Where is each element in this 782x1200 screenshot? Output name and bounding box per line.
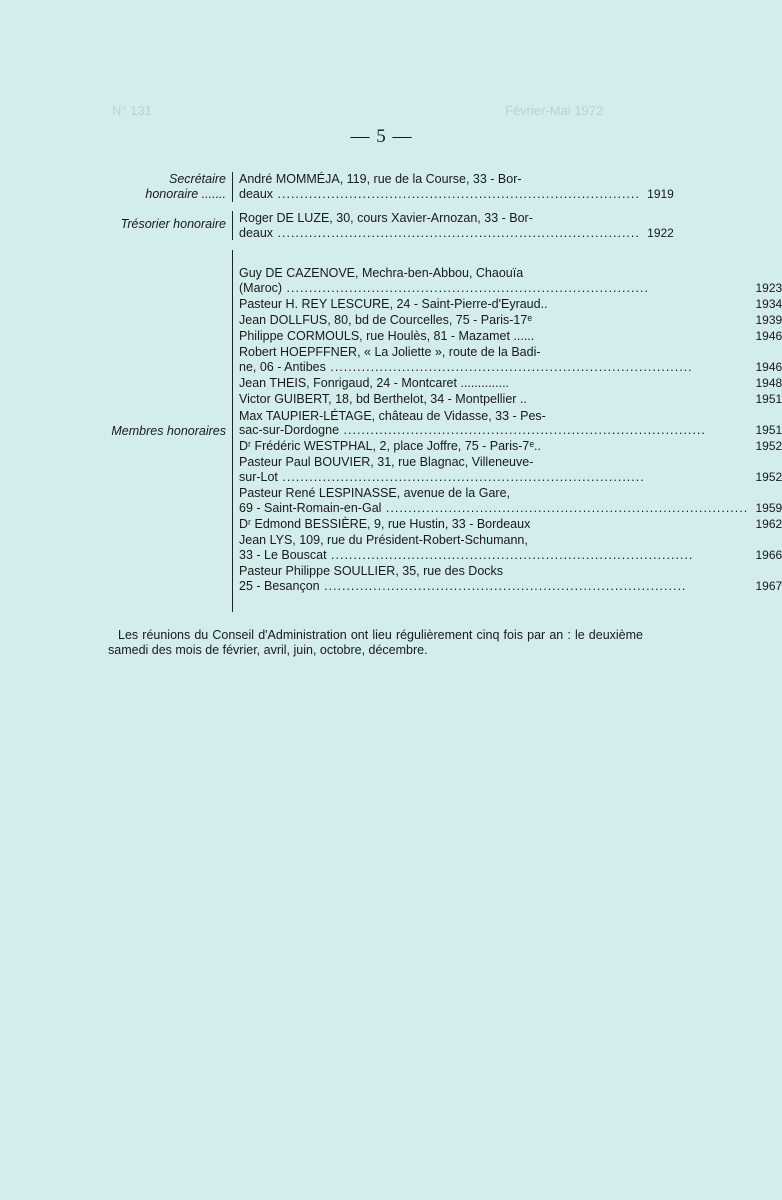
entry-text-last: (Maroc) .....: [239, 281, 748, 296]
member-entry: [239, 439, 782, 454]
member-entry: [239, 266, 782, 295]
entry-text-last: 69 - Saint-Romain-en-Gal .....: [239, 501, 748, 516]
entry-text-last: 33 - Le Bouscat .....: [239, 548, 748, 563]
entry-text-last: sac-sur-Dordogne .....: [239, 423, 748, 438]
member-entry: [239, 517, 782, 532]
entry-year: 1946: [755, 329, 782, 344]
entry-text-last: Dʳ Frédéric WESTPHAL, 2, place Joffre, 75 - Paris-7ᵉ..: [239, 439, 541, 454]
show-through-text: Février-Mai 1972: [505, 103, 604, 118]
member-entry: [239, 486, 782, 515]
entry-year: 1951: [755, 423, 782, 438]
role-label: Membres honoraires: [111, 423, 226, 438]
member-entry: [239, 533, 782, 562]
entry-year: 1962: [755, 517, 782, 532]
entry-text-last: Victor GUIBERT, 18, bd Berthelot, 34 - Montpellier ..: [239, 392, 527, 407]
entry-text-last: Philippe CORMOULS, rue Houlès, 81 - Mazamet ......: [239, 329, 535, 344]
member-entry: [239, 392, 782, 407]
entry-text: Robert HOEPFFNER, « La Joliette », route de la Badi-: [239, 345, 541, 360]
entry-text: Roger DE LUZE, 30, cours Xavier-Arnozan, 33 - Bor-: [239, 211, 533, 225]
entry-year: 1967: [755, 578, 782, 593]
role-label: Trésorier honoraire: [120, 217, 226, 231]
entry-text-last: Jean THEIS, Fonrigaud, 24 - Montcaret ..............: [239, 376, 510, 391]
entry-year: 1952: [755, 470, 782, 485]
entry-year: 1946: [755, 359, 782, 374]
entry-year: 1934: [755, 296, 782, 311]
meeting-note: Les réunions du Conseil d'Administration ont lieu régulièrement cinq fois par an : le deuxième samedi des mois de février, avril, juin, octobre, décembre.: [108, 628, 643, 657]
member-entry: [239, 313, 782, 328]
entry-text: André MOMMÉJA, 119, rue de la Course, 33 - Bor-: [239, 172, 522, 186]
tresorier-section: [108, 211, 674, 240]
role-label: [108, 172, 232, 202]
entries-column: [232, 250, 782, 612]
entry-text-last: Pasteur H. REY LESCURE, 24 - Saint-Pierre-d'Eyraud..: [239, 296, 548, 311]
entry-year: 1919: [647, 186, 674, 201]
entry-year: 1939: [755, 312, 782, 327]
entry-text-last: deaux .....: [239, 226, 640, 241]
entry-year: 1952: [755, 439, 782, 454]
entry-text: Max TAUPIER-LÉTAGE, château de Vidasse, 33 - Pes-: [239, 408, 546, 423]
page-number: — 5 —: [350, 126, 413, 147]
entry-text: Pasteur Paul BOUVIER, 31, rue Blagnac, Villeneuve-: [239, 455, 534, 470]
member-entry: [239, 329, 782, 344]
entry-year: 1951: [755, 392, 782, 407]
role-line-1: Secrétaire: [169, 172, 226, 186]
role-line-2: honoraire .......: [145, 187, 226, 201]
show-through-text: N° 131: [112, 103, 152, 118]
entry-year: 1948: [755, 376, 782, 391]
entry-year: 1922: [647, 225, 674, 240]
entry-year: 1923: [755, 280, 782, 295]
secretaire-section: [108, 172, 674, 202]
entries-column: [232, 211, 674, 240]
role-label-wrap: [108, 250, 232, 612]
member-entry: [239, 376, 782, 391]
entries-column: [232, 172, 674, 202]
member-entry: [239, 172, 674, 201]
entry-year: 1966: [755, 547, 782, 562]
member-entry: [239, 211, 674, 240]
entry-text: Jean LYS, 109, rue du Président-Robert-Schumann,: [239, 533, 528, 548]
member-entry: [239, 297, 782, 312]
entry-text-last: ne, 06 - Antibes .....: [239, 360, 748, 375]
member-entry: [239, 345, 782, 374]
entry-year: 1959: [755, 500, 782, 515]
entry-text: Pasteur Philippe SOULLIER, 35, rue des Docks: [239, 564, 504, 578]
member-entry: [239, 455, 782, 484]
entry-text-last: sur-Lot .....: [239, 470, 748, 485]
entry-text: Pasteur René LESPINASSE, avenue de la Gare,: [239, 486, 510, 501]
entry-text: Guy DE CAZENOVE, Mechra-ben-Abbou, Chaouïa: [239, 266, 524, 280]
member-entry: [239, 564, 782, 593]
entry-text-last: deaux .....: [239, 187, 640, 202]
member-entry: [239, 409, 782, 438]
membres-section: [108, 250, 782, 612]
entry-text-last: 25 - Besançon .....: [239, 579, 748, 594]
entry-text-last: Jean DOLLFUS, 80, bd de Courcelles, 75 - Paris-17ᵉ: [239, 312, 532, 327]
entry-text-last: Dʳ Edmond BESSIÈRE, 9, rue Hustin, 33 - Bordeaux: [239, 517, 531, 532]
